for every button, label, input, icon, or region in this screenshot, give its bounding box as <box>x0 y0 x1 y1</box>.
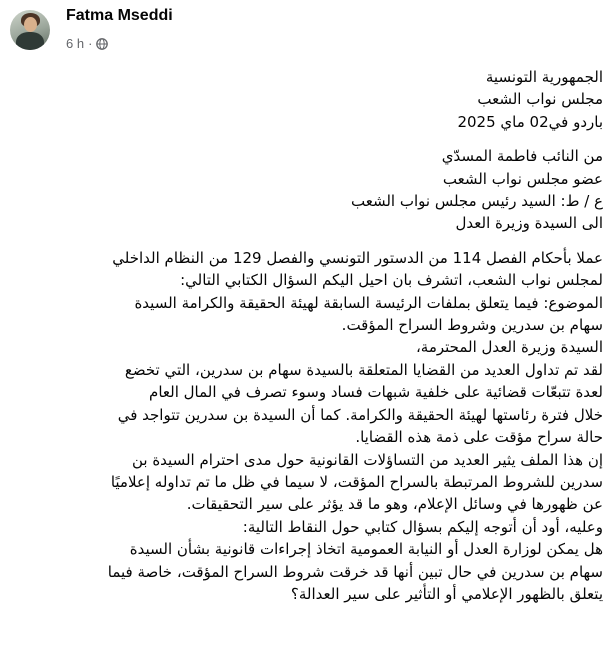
subject-line: سهام بن سدرين وشروط السراح المؤقت. <box>341 316 603 335</box>
avatar-body-shape <box>16 32 44 50</box>
globe-icon <box>96 38 108 50</box>
letter-date: باردو في02 ماي 2025 <box>457 112 603 131</box>
address-line: عضو مجلس نواب الشعب <box>442 169 603 188</box>
post-header <box>0 0 615 58</box>
address-line: الى السيدة وزيرة العدل <box>455 214 603 233</box>
address-line: ع / ط: السيد رئيس مجلس نواب الشعب <box>351 192 603 211</box>
body-line: عن ظهورها في وسائل الإعلام، وهو ما قد يؤثر على سير التحقيقات. <box>186 495 603 514</box>
author-name[interactable]: Fatma Mseddi <box>66 7 173 24</box>
letter-header-line: مجلس نواب الشعب <box>477 90 603 109</box>
body-line: لعدة تتبعّات قضائية على خلفية شبهات فساد وسوء تصرف في المال العام <box>149 383 603 402</box>
body-line: سدرين للشروط المرتبطة بالسراح المؤقت، لا سيما في ظل ما تم تداوله إعلاميًا <box>110 472 603 491</box>
body-line: عملا بأحكام الفصل 114 من الدستور التونسي والفصل 129 من النظام الداخلي <box>112 248 603 267</box>
question-line: سهام بن سدرين في حال تبين أنها قد خرقت شروط السراح المؤقت، خاصة فيما <box>107 562 603 581</box>
address-line: من النائب فاطمة المسدّي <box>441 147 603 166</box>
subject-line: الموضوع: فيما يتعلق بملفات الرئيسة السابقة لهيئة الحقيقة والكرامة السيدة <box>134 293 603 312</box>
salutation: السيدة وزيرة العدل المحترمة، <box>415 338 603 357</box>
avatar[interactable] <box>10 10 50 50</box>
avatar-face-shape <box>24 17 37 32</box>
body-line: لمجلس نواب الشعب، اتشرف بان احيل اليكم السؤال الكتابي التالي: <box>180 271 603 290</box>
body-line: وعليه، أود أن أتوجه إليكم بسؤال كتابي حول النقاط التالية: <box>242 517 603 536</box>
post-time[interactable]: 6 h <box>66 36 85 51</box>
post-meta <box>66 36 108 51</box>
body-line: حالة سراح مؤقت على ذمة هذه القضايا. <box>355 428 603 447</box>
question-line: هل يمكن لوزارة العدل أو النيابة العمومية اتخاذ إجراءات قانونية بشأن السيدة ￼ <box>124 540 603 559</box>
letter-header-line: الجمهورية التونسية <box>485 68 603 86</box>
letter-header <box>6 66 603 133</box>
meta-separator: · <box>88 36 93 51</box>
post-content <box>6 66 603 605</box>
letter-body <box>6 247 603 606</box>
body-line: لقد تم تداول العديد من القضايا المتعلقة بالسيدة سهام بن سدرين، التي تخضع <box>124 360 603 379</box>
question-line: يتعلق بالظهور الإعلامي أو التأثير على سير العدالة؟ <box>290 584 603 603</box>
body-line: خلال فترة رئاستها لهيئة الحقيقة والكرامة. كما أن السيدة بن سدرين تتواجد في <box>117 405 603 424</box>
letter-addresses <box>6 145 603 235</box>
body-line: إن هذا الملف يثير العديد من التساؤلات القانونية حول مدى احترام السيدة بن <box>131 450 603 469</box>
